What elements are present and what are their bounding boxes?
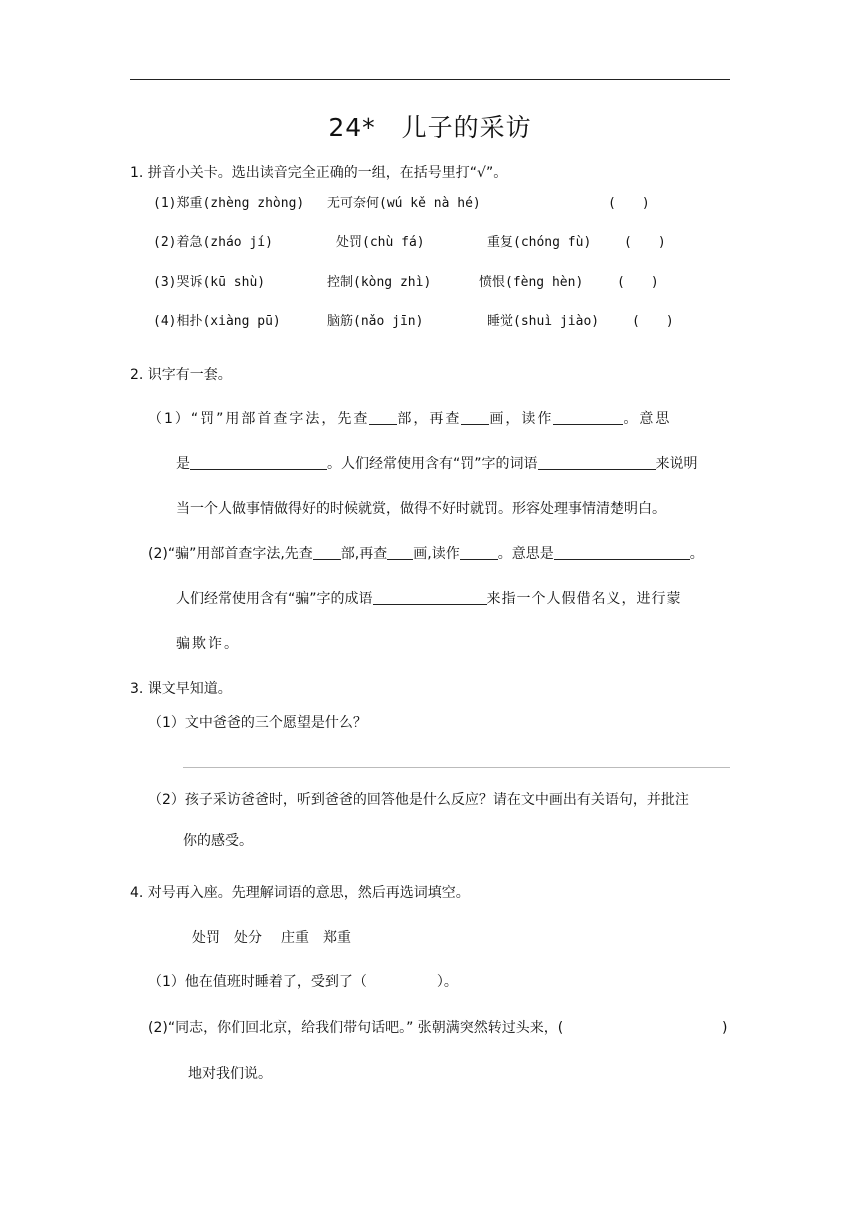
q2-part2-text-b: 部,再查 [340,546,388,562]
q3-sub2-line1: （2）孩子采访爸爸时，听到爸爸的回答他是什么反应？请在文中画出有关语句，并批注 [148,792,689,808]
q1-heading: 1. 拼音小关卡。选出读音完全正确的一组，在括号里打“√”。 [130,165,508,181]
q2-part1-line3: 当一个人做事情做得好的时候就赏，做得不好时就罚。形容处理事情清楚明白。 [176,501,666,517]
idiom-blank[interactable] [373,590,487,605]
pronunciation-blank-2[interactable] [460,545,498,560]
q1-row1-option1: (1)郑重(zhèng zhòng) [153,196,305,211]
q2-heading: 2. 识字有一套。 [130,367,232,383]
q4-sentence1: （1）他在值班时睡着了，受到了（ ）。 [148,974,458,990]
radical-blank[interactable] [369,410,397,425]
word-bank [192,928,351,948]
word-blank[interactable] [538,455,656,470]
meaning-blank-2[interactable] [554,545,690,560]
q3-heading: 3. 课文早知道。 [130,681,232,697]
q1-row1-answer-paren[interactable]: ( ) [608,196,650,211]
q1-row4-option1: (4)相扑(xiàng pū) [153,314,281,329]
q1-row4-option3: 睡觉(shuì jiào) [487,314,600,329]
q1-row2-option1: (2)着急(zháo jí) [153,235,273,250]
pronunciation-blank[interactable] [553,410,623,425]
header-rule [130,79,730,80]
word-bank-item: 处分 [234,930,262,946]
word-bank-item: 郑重 [323,930,351,946]
q2-part1-text-c: 画，读作 [489,411,554,427]
q1-row3-option2: 控制(kòng zhì) [327,275,432,290]
q4-sentence2-paren-close: ) [722,1020,728,1036]
meaning-blank[interactable] [190,455,327,470]
q2-part2-line3: 骗欺诈。 [176,636,240,652]
stroke-count-blank[interactable] [461,410,489,425]
q2-part2-line2 [176,589,682,609]
q2-part1-text-g: 来说明 [655,456,698,472]
q2-part1-text-d: 。意思 [623,411,672,427]
q2-part1-line2 [176,454,698,474]
q2-part2-text-c: 画,读作 [413,546,460,562]
word-bank-item: 处罚 [192,930,220,946]
q1-row3-answer-paren[interactable]: ( ) [617,275,659,290]
q1-row2-option2: 处罚(chù fá) [336,235,425,250]
q3-sub1: （1）文中爸爸的三个愿望是什么？ [148,715,367,731]
q1-row3-option3: 愤恨(fèng hèn) [479,275,584,290]
q2-part1-text-a: （1）“罚”用部首查字法，先查 [148,411,370,427]
stroke-count-blank-2[interactable] [387,545,413,560]
q1-row4-option2: 脑筋(nǎo jīn) [327,314,424,329]
q2-part2-text-a: (2)“骗”用部首查字法,先查 [148,546,313,562]
q2-part1-text-e: 是 [176,456,190,472]
q4-heading: 4. 对号再入座。先理解词语的意思，然后再选词填空。 [130,885,470,901]
q4-sentence2-line2: 地对我们说。 [188,1066,272,1082]
q1-row4-answer-paren[interactable]: ( ) [632,314,674,329]
q1-row3-option1: (3)哭诉(kū shù) [153,275,266,290]
word-bank-item: 庄重 [281,930,309,946]
q2-part2-line1 [148,544,704,564]
q2-part2-text-e: 。 [689,546,704,562]
q2-part1-text-f: 。人们经常使用含有“罚”字的词语 [327,456,538,472]
radical-blank-2[interactable] [313,545,341,560]
q2-part2-text-d: 。意思是 [497,546,554,562]
q2-part1-text-b: 部，再查 [397,411,462,427]
page-title: 24* 儿子的采访 [328,113,532,142]
q2-part2-text-g: 来指一个人假借名义，进行蒙 [486,591,682,607]
q2-part1-line1 [148,409,671,429]
q2-part2-text-f: 人们经常使用含有“骗”字的成语 [176,591,373,607]
q1-row2-answer-paren[interactable]: ( ) [624,235,666,250]
q3-sub2-line2: 你的感受。 [183,833,253,849]
answer-line[interactable] [183,767,730,768]
q1-row2-option3: 重复(chóng fù) [487,235,592,250]
q1-row1-option2: 无可奈何(wú kě nà hé) [327,196,481,211]
q4-sentence2-line1: (2)“同志，你们回北京，给我们带句话吧。” 张朝满突然转过头来，( [148,1020,564,1036]
